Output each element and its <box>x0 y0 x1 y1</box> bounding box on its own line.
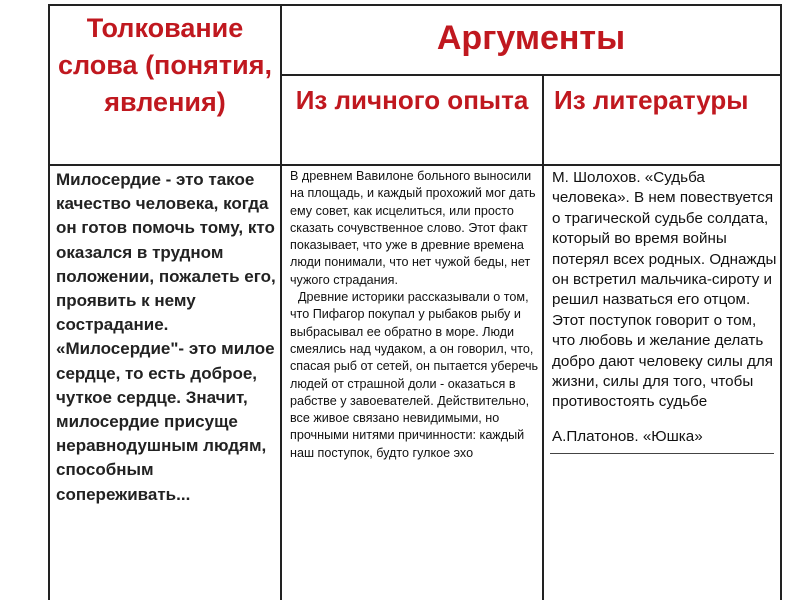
header-personal-experience: Из личного опыта <box>295 85 529 115</box>
row-divider-header <box>48 164 782 166</box>
header-arguments: Аргументы <box>436 19 626 57</box>
personal-experience-paragraph-2 <box>290 289 540 462</box>
header-interpretation: Толкование слова (понятия, явления) <box>58 13 272 117</box>
personal-experience-paragraph-1: В древнем Вавилоне больного выносили на площадь, и каждый прохожий мог дать ему совет, как исцелиться, или просто сказать сочувственное слово. Этот факт показывает, что уже в древние времена люди понимали, что нет чужой беды, нет чужого страдания. <box>290 169 536 287</box>
personal-experience-cell <box>290 168 540 462</box>
underline-literature <box>550 453 774 454</box>
interpretation-cell: Милосердие - это такое качество человека, когда он готов помочь тому, кто оказался в трудном положении, пожалеть его, проявить к нему сострадание. «Милосердие"- это милое сердце, то есть доброе, чуткое сердце. Значит, милосердие присуще неравнодушным людям, способным сопереживать... <box>56 170 276 504</box>
literature-paragraph-2: А.Платонов. «Юшка» <box>552 427 703 445</box>
personal-experience-paragraph-2-text: Древние историки рассказывали о том, что Пифагор покупал у рыбаков рыбу и выбрасывал ее обратно в море. Люди смеялись над чудаком, а он говорил, что, спасая рыб от сетей, он пытается уберечь людей от страшной доли - оказаться в рабстве у завоевателей. Действительно, все живое связано невидимыми, но прочными нитями причинности: каждый наш поступок, будто гулкое эхо <box>290 290 539 460</box>
header-literature: Из литературы <box>554 85 749 115</box>
literature-paragraph-1: М. Шолохов. «Судьба человека». В нем повествуется о трагической судьбе солдата, который во время войны потерял всех родных. Однажды он встретил мальчика-сироту и решил назваться его отцом. Этот поступок говорит о том, что любовь и желание делать добро дают человеку силы для жизни, силы для того, чтобы противостоять судьбе <box>552 169 777 411</box>
literature-cell <box>552 168 782 447</box>
